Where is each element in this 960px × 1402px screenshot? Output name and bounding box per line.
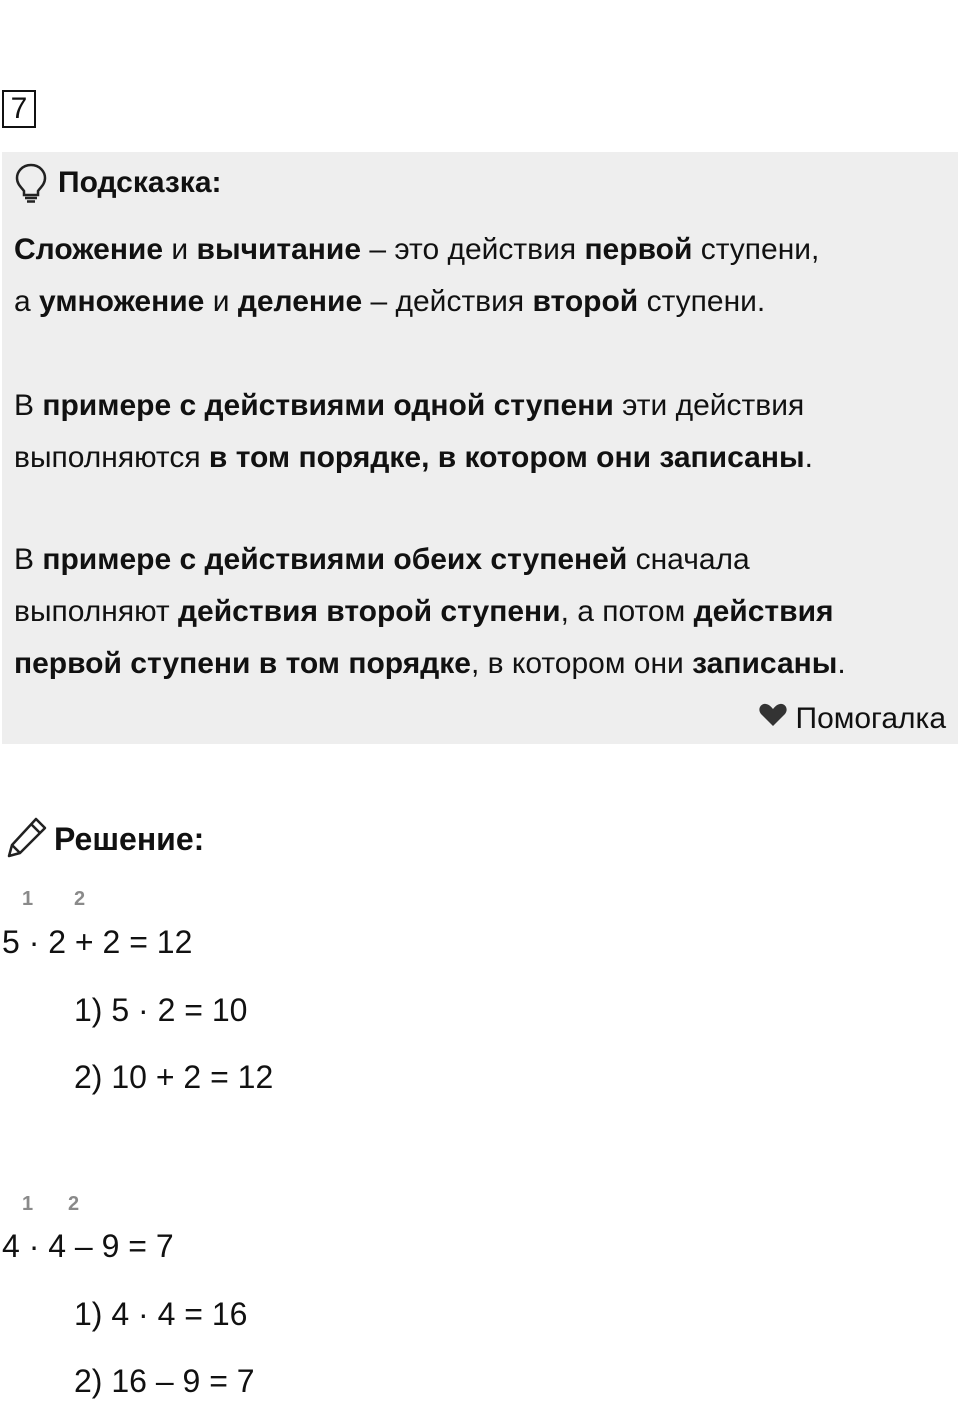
hint-header xyxy=(14,162,222,204)
solution-step: 1) 5 · 2 = 10 xyxy=(74,992,248,1028)
hint-title: Подсказка: xyxy=(58,166,222,199)
hint-box xyxy=(2,152,958,744)
example-expression: 5 · 2 + 2 = 12 xyxy=(2,924,193,960)
hint-paragraph-2: В примере с действиями одной ступени эти действия выполняются в том порядке, в котором они записаны. xyxy=(14,389,813,474)
solution-step: 2) 16 – 9 = 7 xyxy=(74,1363,255,1399)
hint-paragraph-3: В примере с действиями обеих ступеней сначала выполняют действия второй ступени, а потом действия первой ступени в том порядке, в котором они записаны. xyxy=(14,543,846,680)
heart-icon xyxy=(758,702,796,736)
order-marker: 2 xyxy=(68,1193,80,1215)
example-expression: 4 · 4 – 9 = 7 xyxy=(2,1228,174,1264)
solution-step: 2) 10 + 2 = 12 xyxy=(74,1059,274,1095)
brand-label xyxy=(758,702,947,736)
brand-name: Помогалка xyxy=(795,702,946,735)
order-marker: 2 xyxy=(74,888,86,910)
hint-paragraph-1: Сложение и вычитание – это действия первой ступени, а умножение и деление – действия второй ступени. xyxy=(14,233,820,318)
solution-header xyxy=(6,816,204,863)
task-number: 7 xyxy=(2,90,36,128)
solution-title: Решение: xyxy=(54,821,205,857)
pencil-icon xyxy=(6,816,48,863)
solution-step: 1) 4 · 4 = 16 xyxy=(74,1296,248,1332)
order-marker: 1 xyxy=(22,888,34,910)
order-marker: 1 xyxy=(22,1193,34,1215)
lightbulb-icon xyxy=(14,162,48,204)
